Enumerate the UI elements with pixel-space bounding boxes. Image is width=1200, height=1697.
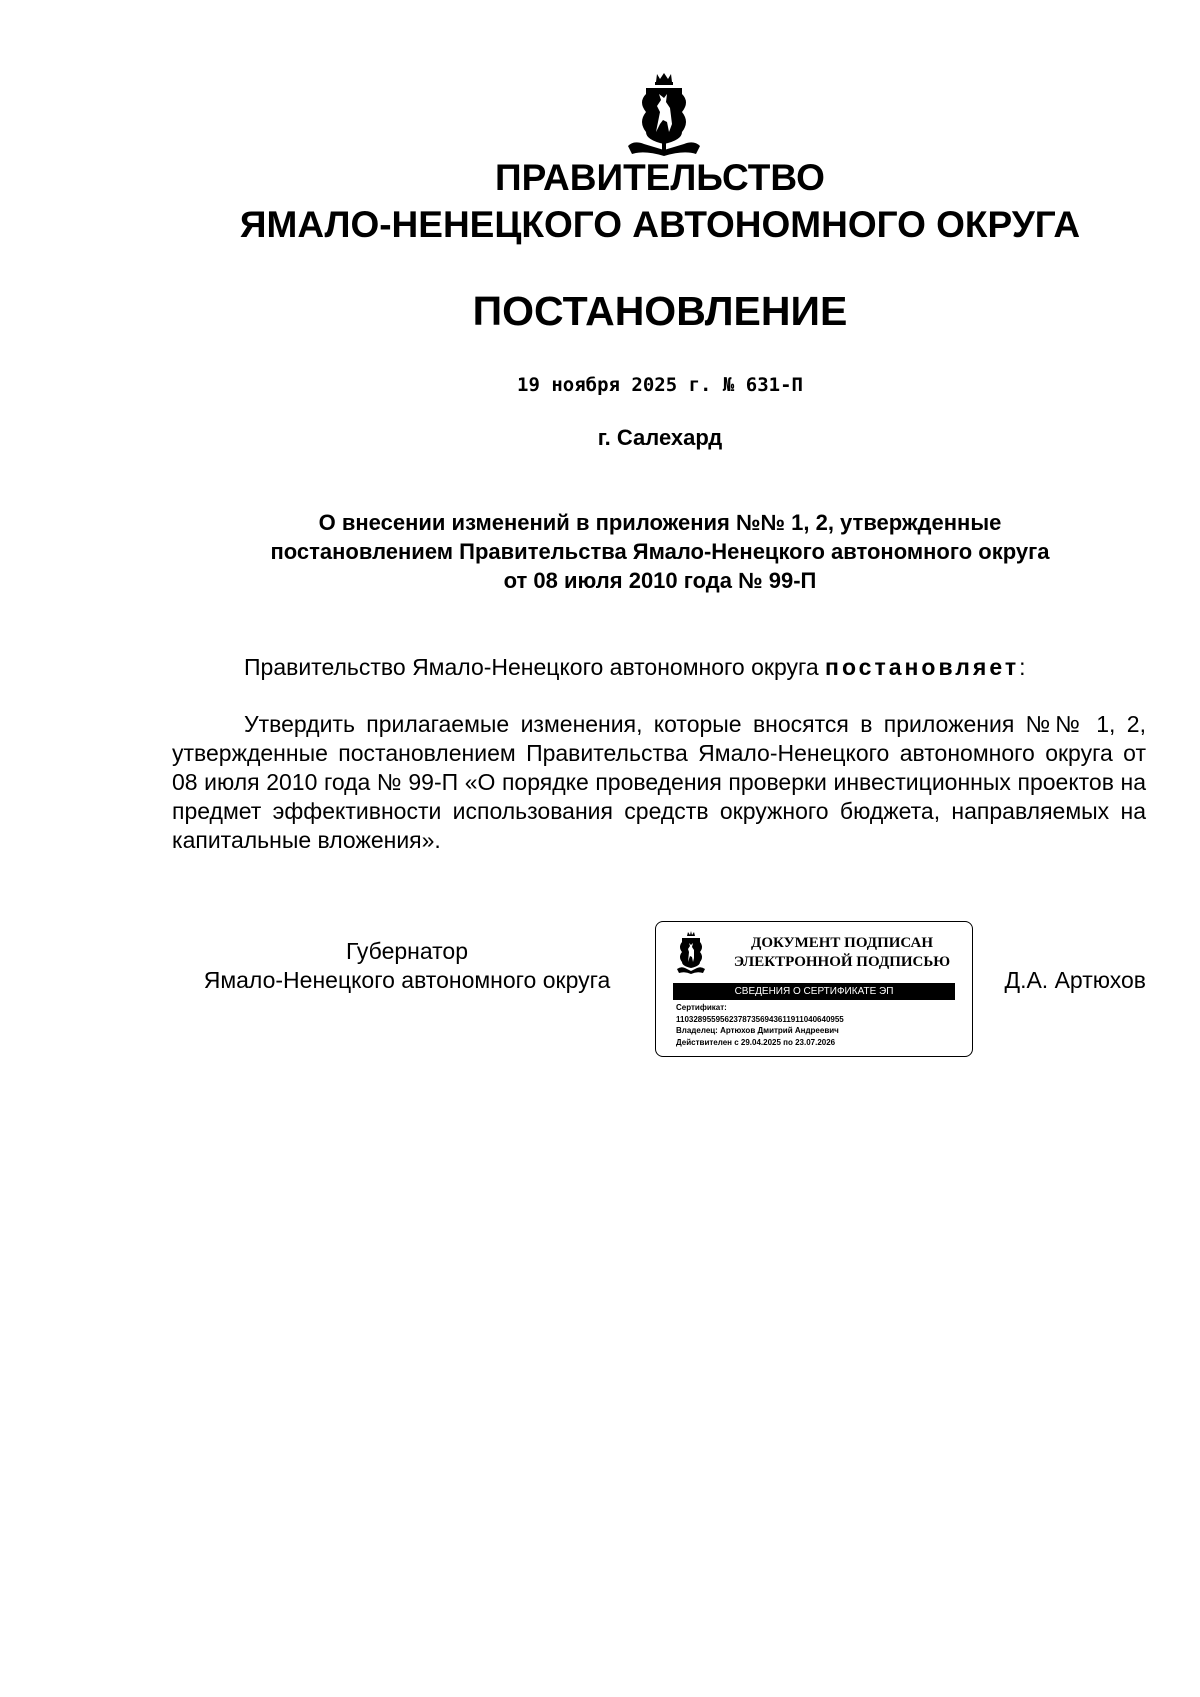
resolution-clause-text: Правительство Ямало-Ненецкого автономного округа — [244, 654, 826, 680]
coat-of-arms-icon — [626, 72, 702, 158]
subject-line-1: О внесении изменений в приложения №№ 1, 2, утвержденные — [318, 510, 1002, 535]
electronic-signature-stamp — [655, 921, 973, 1057]
organization-line-2: ЯМАЛО-НЕНЕЦКОГО АВТОНОМНОГО ОКРУГА — [239, 204, 1081, 245]
subject-line-3: от 08 июля 2010 года № 99-П — [503, 568, 817, 593]
certificate-label: Сертификат: — [676, 1003, 727, 1012]
resolution-clause — [172, 653, 1146, 682]
resolution-keyword: постановляет — [825, 654, 1020, 680]
certificate-validity: Действителен с 29.04.2025 по 23.07.2026 — [676, 1037, 836, 1047]
resolution-clause-end: : — [1019, 654, 1026, 680]
organization-name — [0, 154, 1200, 248]
document-subject — [190, 508, 1130, 595]
stamp-title-line-2: ЭЛЕКТРОННОЙ ПОДПИСЬЮ — [733, 954, 951, 970]
stamp-title — [718, 934, 966, 972]
stamp-title-line-1: ДОКУМЕНТ ПОДПИСАН — [751, 935, 933, 951]
document-city: г. Салехард — [597, 425, 723, 450]
certificate-info-bar: СВЕДЕНИЯ О СЕРТИФИКАТЕ ЭП — [673, 983, 955, 1000]
certificate-number: 11032895595623787356943611911040640955 — [676, 1014, 844, 1024]
document-type: ПОСТАНОВЛЕНИЕ — [472, 288, 848, 334]
signatory-title — [172, 937, 642, 995]
document-date-number: 19 ноября 2025 г. № 631-П — [517, 374, 803, 396]
organization-line-1: ПРАВИТЕЛЬСТВО — [495, 157, 825, 198]
coat-of-arms-icon — [676, 931, 706, 975]
certificate-owner: Владелец: Артюхов Дмитрий Андреевич — [676, 1026, 839, 1035]
signatory-title-line-1: Губернатор — [345, 938, 469, 964]
signatory-title-line-2: Ямало-Ненецкого автономного округа — [203, 967, 611, 993]
body-paragraph: Утвердить прилагаемые изменения, которые вносятся в приложения №№ 1, 2, утвержденные постановлением Правительства Ямало-Ненецкого автономного округа от 08 июля 2010 года № 99-П «О порядке проведения проверки инвестиционных проектов на предмет эффективности использования средств окружного бюджета, направляемых на капитальные вложения». — [172, 711, 1146, 853]
signatory-name: Д.А. Артюхов — [1004, 967, 1146, 993]
certificate-details — [676, 1002, 966, 1048]
subject-line-2: постановлением Правительства Ямало-Ненецкого автономного округа — [270, 539, 1050, 564]
